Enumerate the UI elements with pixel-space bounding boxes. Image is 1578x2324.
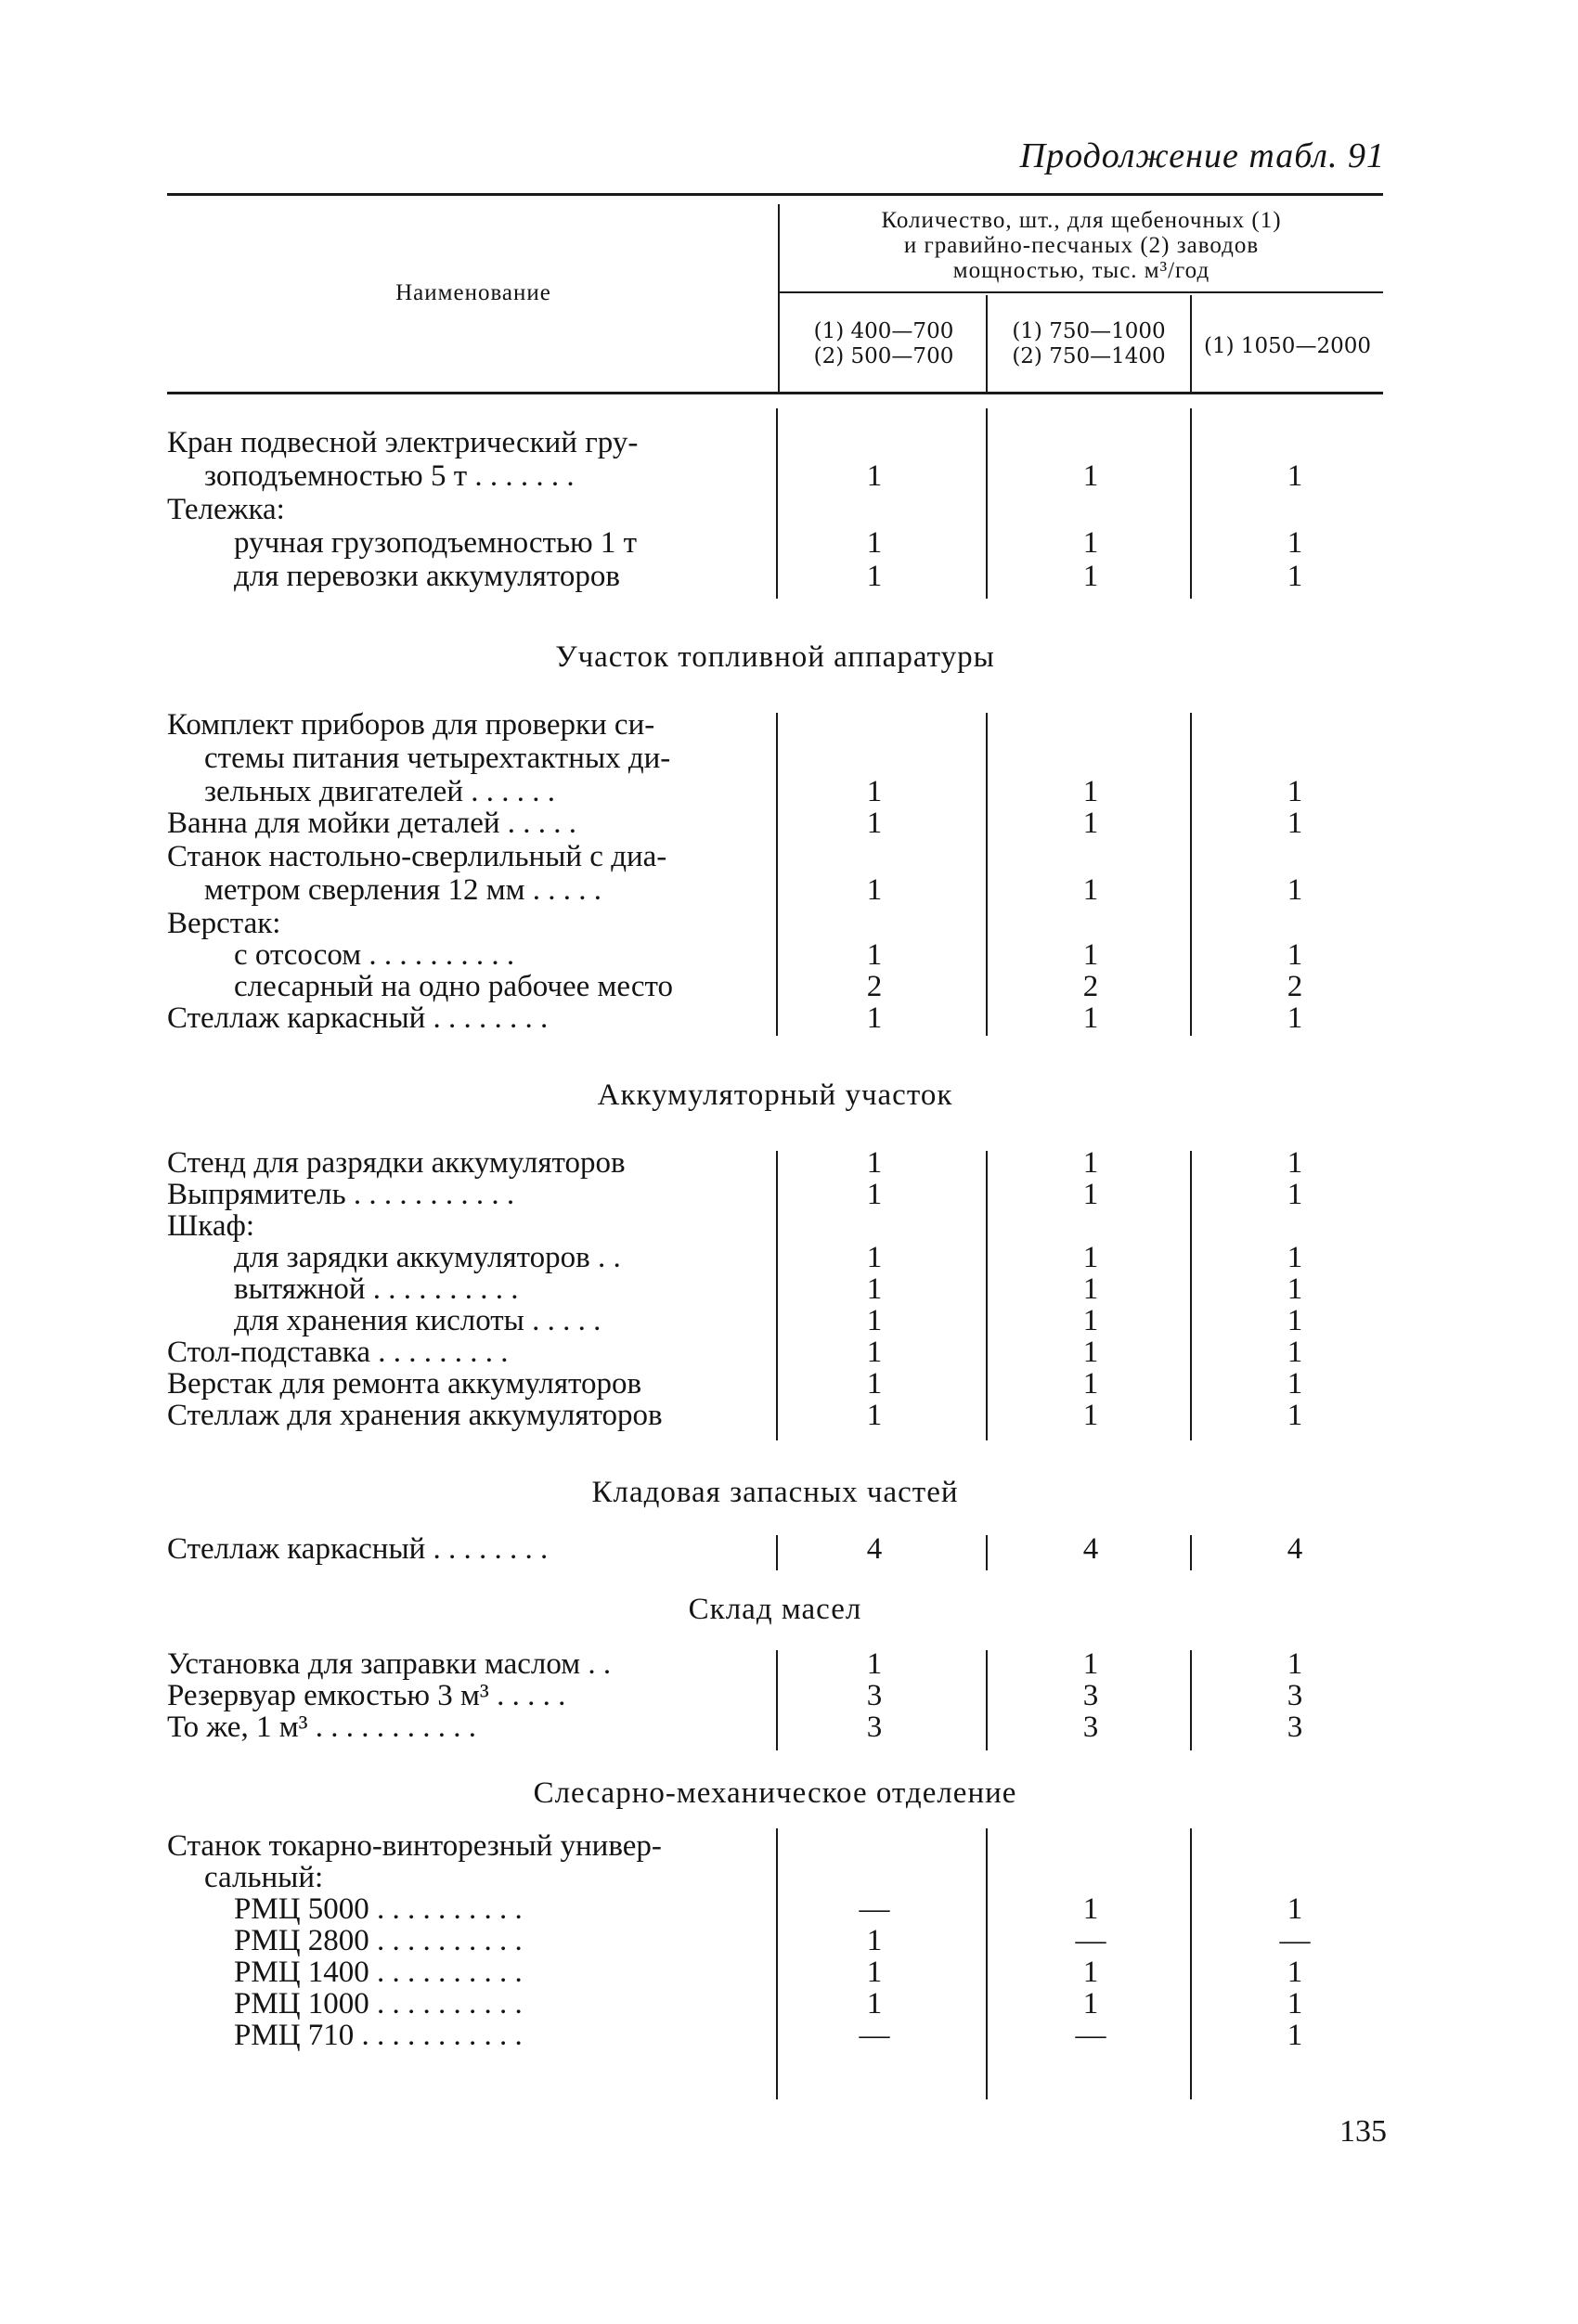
cell-col-3: 2 bbox=[1287, 970, 1303, 1003]
table-row bbox=[167, 1830, 1383, 1863]
cell-col-3: 1 bbox=[1287, 873, 1303, 907]
table-row bbox=[167, 1533, 1383, 1566]
row-name: ручная грузоподъемностью 1 т bbox=[234, 526, 638, 560]
cell-col-2: 1 bbox=[1082, 938, 1099, 972]
cell-col-3: 1 bbox=[1287, 1367, 1303, 1401]
cell-col-1: 3 bbox=[866, 1679, 883, 1712]
row-name: сальный: bbox=[204, 1861, 324, 1894]
cell-col-1: 1 bbox=[866, 1146, 883, 1180]
row-name: Стенд для разрядки аккумуляторов bbox=[167, 1146, 626, 1180]
cell-col-2: 2 bbox=[1082, 970, 1099, 1003]
table-row bbox=[167, 807, 1383, 840]
table-header-bottom-rule bbox=[167, 392, 1383, 394]
row-name: РМЦ 5000 . . . . . . . . . . bbox=[234, 1892, 523, 1926]
row-name: Станок токарно-винторезный универ- bbox=[167, 1829, 662, 1863]
table-row bbox=[167, 939, 1383, 972]
cell-col-1: 1 bbox=[866, 1367, 883, 1401]
cell-col-1: 4 bbox=[866, 1532, 883, 1566]
cell-col-1: 1 bbox=[866, 1336, 883, 1369]
page-number: 135 bbox=[1339, 2114, 1387, 2149]
table-row bbox=[167, 1210, 1383, 1243]
row-name: Комплект приборов для проверки си- bbox=[167, 708, 655, 742]
table-row bbox=[167, 1680, 1383, 1712]
cell-col-1: 1 bbox=[866, 459, 883, 493]
table-row bbox=[167, 527, 1383, 560]
cell-col-1: 1 bbox=[866, 1924, 883, 1957]
cell-col-1: 1 bbox=[866, 560, 883, 593]
cell-col-3: 1 bbox=[1287, 1146, 1303, 1180]
table-row bbox=[167, 1002, 1383, 1035]
cell-col-1: 1 bbox=[866, 1241, 883, 1274]
cell-col-3: 3 bbox=[1287, 1711, 1303, 1744]
table-row bbox=[167, 742, 1383, 775]
cell-col-3: 1 bbox=[1287, 526, 1303, 560]
cell-col-1: 1 bbox=[866, 873, 883, 907]
cell-col-2: 1 bbox=[1082, 1399, 1099, 1432]
cell-col-3: 1 bbox=[1287, 1987, 1303, 2021]
cell-col-2: 1 bbox=[1082, 1647, 1099, 1681]
table-row bbox=[167, 1242, 1383, 1274]
cell-col-3: 1 bbox=[1287, 775, 1303, 808]
cell-col-2: — bbox=[1075, 2019, 1106, 2052]
header-qty-line: Количество, шт., для щебеночных (1) bbox=[881, 208, 1282, 233]
row-name: Станок настольно-сверлильный с диа- bbox=[167, 840, 667, 873]
cell-col-2: 1 bbox=[1082, 1336, 1099, 1369]
cell-col-2: 1 bbox=[1082, 1956, 1099, 1989]
cell-col-3: 1 bbox=[1287, 1399, 1303, 1432]
table-row bbox=[167, 1273, 1383, 1306]
table-caption: Продолжение табл. 91 bbox=[1019, 136, 1385, 175]
table-row bbox=[167, 1925, 1383, 1957]
row-name: для перевозки аккумуляторов bbox=[234, 560, 620, 593]
row-name: Шкаф: bbox=[167, 1209, 255, 1243]
row-name: стемы питания четырехтактных ди- bbox=[204, 742, 671, 775]
cell-col-3: 1 bbox=[1287, 1001, 1303, 1035]
cell-col-1: 1 bbox=[866, 1987, 883, 2021]
header-name-col: Наименование bbox=[395, 280, 551, 305]
table-row bbox=[167, 1956, 1383, 1989]
cell-col-1: 1 bbox=[866, 775, 883, 808]
table-row bbox=[167, 1988, 1383, 2021]
cell-col-3: 1 bbox=[1287, 560, 1303, 593]
header-qty-line: и гравийно-песчаных (2) заводов bbox=[903, 233, 1260, 258]
header-qty-line: мощностью, тыс. м³/год bbox=[952, 258, 1210, 283]
header-col-3: (1) 1050—2000 bbox=[1204, 334, 1371, 358]
table-row bbox=[167, 427, 1383, 459]
cell-col-2: — bbox=[1075, 1924, 1106, 1957]
row-name: РМЦ 710 . . . . . . . . . . . bbox=[234, 2019, 523, 2052]
cell-col-2: 1 bbox=[1082, 1367, 1099, 1401]
cell-col-2: 1 bbox=[1082, 775, 1099, 808]
table-row bbox=[167, 1147, 1383, 1180]
row-name: метром сверления 12 мм . . . . . bbox=[204, 873, 601, 907]
table-row bbox=[167, 709, 1383, 742]
table-top-rule bbox=[167, 193, 1383, 196]
cell-col-2: 1 bbox=[1082, 1001, 1099, 1035]
row-name: Установка для заправки маслом . . bbox=[167, 1647, 612, 1681]
cell-col-3: 1 bbox=[1287, 1956, 1303, 1989]
section-title: Склад масел bbox=[688, 1593, 862, 1626]
row-name: РМЦ 2800 . . . . . . . . . . bbox=[234, 1924, 523, 1957]
cell-col-2: 1 bbox=[1082, 1146, 1099, 1180]
row-name: Стеллаж для хранения аккумуляторов bbox=[167, 1399, 663, 1432]
row-name: РМЦ 1400 . . . . . . . . . . bbox=[234, 1956, 523, 1989]
header-col-2-line: (2) 750—1400 bbox=[1012, 344, 1166, 368]
row-name: для зарядки аккумуляторов . . bbox=[234, 1241, 621, 1274]
cell-col-1: 1 bbox=[866, 1178, 883, 1211]
cell-col-2: 1 bbox=[1082, 560, 1099, 593]
header-col-1-line: (2) 500—700 bbox=[813, 344, 954, 368]
cell-col-3: 1 bbox=[1287, 1336, 1303, 1369]
cell-col-3: 1 bbox=[1287, 1272, 1303, 1306]
cell-col-2: 1 bbox=[1082, 1987, 1099, 2021]
cell-col-2: 1 bbox=[1082, 526, 1099, 560]
cell-col-1: — bbox=[859, 1892, 890, 1926]
cell-col-3: 1 bbox=[1287, 1892, 1303, 1926]
cell-col-1: 3 bbox=[866, 1711, 883, 1744]
table-row bbox=[167, 1179, 1383, 1211]
cell-col-3: 3 bbox=[1287, 1679, 1303, 1712]
cell-col-3: 1 bbox=[1287, 459, 1303, 493]
row-name: слесарный на одно рабочее место bbox=[234, 970, 674, 1003]
cell-col-2: 1 bbox=[1082, 1892, 1099, 1926]
cell-col-1: 1 bbox=[866, 1001, 883, 1035]
cell-col-1: 1 bbox=[866, 938, 883, 972]
row-name: Тележка: bbox=[167, 493, 285, 526]
table-row bbox=[167, 776, 1383, 808]
row-name: Стеллаж каркасный . . . . . . . . bbox=[167, 1001, 549, 1035]
cell-col-1: 1 bbox=[866, 526, 883, 560]
table-row bbox=[167, 874, 1383, 907]
row-name: зельных двигателей . . . . . . bbox=[204, 775, 555, 808]
cell-col-3: 1 bbox=[1287, 1178, 1303, 1211]
row-name: Стол-подставка . . . . . . . . . bbox=[167, 1336, 509, 1369]
cell-col-2: 1 bbox=[1082, 1272, 1099, 1306]
row-name: Верстак: bbox=[167, 907, 281, 940]
row-name: с отсосом . . . . . . . . . . bbox=[234, 938, 515, 972]
row-name: для хранения кислоты . . . . . bbox=[234, 1304, 601, 1337]
header-col-1 bbox=[782, 319, 986, 369]
row-name: Выпрямитель . . . . . . . . . . . bbox=[167, 1178, 515, 1211]
cell-col-1: 1 bbox=[866, 1399, 883, 1432]
table-row bbox=[167, 1862, 1383, 1894]
header-subdivider-rule bbox=[780, 291, 1383, 293]
header-qty-group bbox=[784, 208, 1378, 283]
cell-col-1: 1 bbox=[866, 807, 883, 840]
cell-col-2: 1 bbox=[1082, 459, 1099, 493]
cell-col-2: 1 bbox=[1082, 1178, 1099, 1211]
cell-col-3: 1 bbox=[1287, 807, 1303, 840]
cell-col-3: 4 bbox=[1287, 1532, 1303, 1566]
row-name: Верстак для ремонта аккумуляторов bbox=[167, 1367, 642, 1401]
row-name: РМЦ 1000 . . . . . . . . . . bbox=[234, 1987, 523, 2021]
section-title: Аккумуляторный участок bbox=[597, 1078, 953, 1112]
row-name: То же, 1 м³ . . . . . . . . . . . bbox=[167, 1711, 476, 1744]
row-name: зоподъемностью 5 т . . . . . . . bbox=[204, 459, 575, 493]
row-name: Кран подвесной электрический гру- bbox=[167, 426, 639, 459]
table-row bbox=[167, 561, 1383, 593]
cell-col-1: 1 bbox=[866, 1272, 883, 1306]
cell-col-1: 1 bbox=[866, 1956, 883, 1989]
cell-col-1: 2 bbox=[866, 970, 883, 1003]
table-row bbox=[167, 1648, 1383, 1681]
table-row bbox=[167, 494, 1383, 526]
cell-col-1: — bbox=[859, 2019, 890, 2052]
section-title: Слесарно-механическое отделение bbox=[533, 1776, 1017, 1810]
cell-col-2: 3 bbox=[1082, 1711, 1099, 1744]
section-title: Кладовая запасных частей bbox=[591, 1476, 959, 1509]
cell-col-3: 1 bbox=[1287, 1241, 1303, 1274]
table-row bbox=[167, 1711, 1383, 1744]
cell-col-1: 1 bbox=[866, 1304, 883, 1337]
table-row bbox=[167, 2020, 1383, 2052]
table-row bbox=[167, 1400, 1383, 1432]
table-row bbox=[167, 460, 1383, 493]
row-name: Стеллаж каркасный . . . . . . . . bbox=[167, 1532, 549, 1566]
cell-col-3: — bbox=[1279, 1924, 1311, 1957]
cell-col-3: 1 bbox=[1287, 1647, 1303, 1681]
cell-col-3: 1 bbox=[1287, 1304, 1303, 1337]
table-row bbox=[167, 1336, 1383, 1369]
table-row bbox=[167, 971, 1383, 1003]
table-row bbox=[167, 841, 1383, 873]
header-col-2-line: (1) 750—1000 bbox=[1012, 319, 1166, 343]
cell-col-2: 1 bbox=[1082, 873, 1099, 907]
section-title: Участок топливной аппаратуры bbox=[555, 640, 995, 674]
table-row bbox=[167, 1368, 1383, 1401]
header-col-2 bbox=[988, 319, 1190, 369]
cell-col-1: 1 bbox=[866, 1647, 883, 1681]
cell-col-2: 1 bbox=[1082, 1304, 1099, 1337]
cell-col-3: 1 bbox=[1287, 2019, 1303, 2052]
cell-col-2: 1 bbox=[1082, 807, 1099, 840]
cell-col-3: 1 bbox=[1287, 938, 1303, 972]
table-row bbox=[167, 1893, 1383, 1926]
table-row bbox=[167, 1305, 1383, 1337]
row-name: Ванна для мойки деталей . . . . . bbox=[167, 807, 577, 840]
header-col-1-line: (1) 400—700 bbox=[813, 319, 954, 343]
row-name: Резервуар емкостью 3 м³ . . . . . bbox=[167, 1679, 566, 1712]
cell-col-2: 4 bbox=[1082, 1532, 1099, 1566]
table-row bbox=[167, 908, 1383, 940]
cell-col-2: 1 bbox=[1082, 1241, 1099, 1274]
cell-col-2: 3 bbox=[1082, 1679, 1099, 1712]
row-name: вытяжной . . . . . . . . . . bbox=[234, 1272, 519, 1306]
